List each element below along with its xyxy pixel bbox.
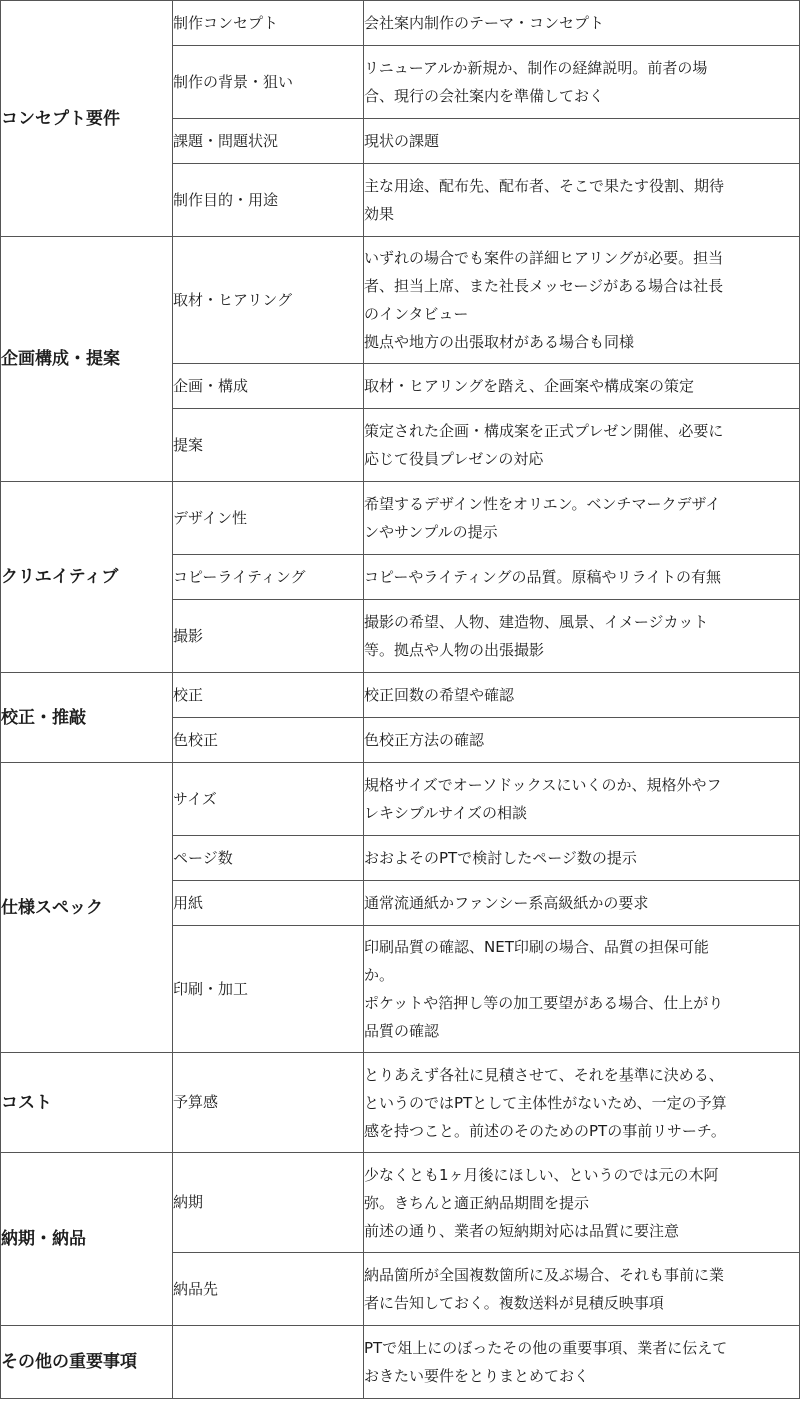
description-line: 等。拠点や人物の出張撮影 [364, 641, 545, 659]
description-cell [364, 926, 800, 1053]
category-cell: その他の重要事項 [1, 1326, 173, 1399]
description-line: PTで俎上にのぼったその他の重要事項、業者に伝えて [364, 1339, 728, 1357]
description-line: おおよそのPTで検討したページ数の提示 [364, 849, 637, 867]
description-line: 感を持つこと。前述のそのためのPTの事前リサーチ。 [364, 1121, 726, 1140]
description-line: いずれの場合でも案件の詳細ヒアリングが必要。担当 [364, 249, 724, 267]
description-cell [364, 409, 800, 482]
description-line: 校正回数の希望や確認 [364, 686, 515, 704]
description-cell [364, 673, 800, 718]
description-line: 応じて役員プレゼンの対応 [364, 450, 544, 468]
description-line: 会社案内制作のテーマ・コンセプト [364, 14, 605, 32]
table-row [1, 1153, 800, 1253]
item-cell: 課題・問題状況 [173, 119, 364, 164]
description-cell [364, 482, 800, 555]
description-line: 者に告知しておく。複数送料が見積反映事項 [364, 1294, 664, 1312]
item-cell: 撮影 [173, 600, 364, 673]
description-line: 策定された企画・構成案を正式プレゼン開催、必要に [364, 422, 724, 440]
requirements-table-body [1, 1, 800, 1399]
item-cell: 提案 [173, 409, 364, 482]
item-cell: ページ数 [173, 836, 364, 881]
description-cell [364, 364, 800, 409]
category-cell: 企画構成・提案 [1, 237, 173, 482]
description-cell [364, 718, 800, 763]
item-cell [173, 1326, 364, 1399]
description-cell [364, 46, 800, 119]
description-line: 主な用途、配布先、配布者、そこで果たす役割、期待 [364, 177, 725, 195]
description-line: 色校正方法の確認 [364, 731, 485, 749]
description-line: 撮影の希望、人物、建造物、風景、イメージカット [364, 613, 709, 631]
description-cell [364, 1, 800, 46]
item-cell: 印刷・加工 [173, 926, 364, 1053]
description-line: おきたい要件をとりまとめておく [364, 1367, 590, 1385]
description-line: 者、担当上席、また社長メッセージがある場合は社長 [364, 277, 724, 295]
description-line: 納品箇所が全国複数箇所に及ぶ場合、それも事前に業 [364, 1266, 725, 1284]
description-cell [364, 600, 800, 673]
item-cell: サイズ [173, 763, 364, 836]
table-row [1, 482, 800, 555]
description-line: ンやサンプルの提示 [364, 523, 498, 541]
description-line: 現状の課題 [364, 132, 440, 150]
item-cell: 取材・ヒアリング [173, 237, 364, 364]
category-cell: コンセプト要件 [1, 1, 173, 237]
description-cell [364, 1153, 800, 1253]
description-line: 通常流通紙かファンシー系高級紙かの要求 [364, 894, 649, 912]
description-line: のインタビュー [364, 305, 469, 323]
description-line: 品質の確認 [364, 1022, 440, 1040]
item-cell: デザイン性 [173, 482, 364, 555]
description-line: か。 [364, 966, 395, 984]
table-row [1, 673, 800, 718]
item-cell: 予算感 [173, 1053, 364, 1153]
description-line: 効果 [364, 205, 395, 223]
item-cell: 制作目的・用途 [173, 164, 364, 237]
description-line: レキシブルサイズの相談 [364, 804, 528, 822]
description-line: 希望するデザイン性をオリエン。ベンチマークデザイ [364, 495, 721, 513]
item-cell: 色校正 [173, 718, 364, 763]
description-line: 取材・ヒアリングを踏え、企画案や構成案の策定 [364, 377, 695, 395]
description-cell [364, 763, 800, 836]
table-row [1, 237, 800, 364]
item-cell: 納品先 [173, 1253, 364, 1326]
description-cell [364, 836, 800, 881]
item-cell: 用紙 [173, 881, 364, 926]
description-line: ポケットや箔押し等の加工要望がある場合、仕上がり [364, 994, 724, 1012]
category-cell: コスト [1, 1053, 173, 1153]
description-line: 弥。きちんと適正納品期間を提示 [364, 1193, 590, 1212]
table-row [1, 1, 800, 46]
item-cell: 制作の背景・狙い [173, 46, 364, 119]
description-cell [364, 164, 800, 237]
table-row [1, 1326, 800, 1399]
description-line: 前述の通り、業者の短納期対応は品質に要注意 [364, 1221, 680, 1240]
category-cell: 校正・推敲 [1, 673, 173, 763]
category-cell: クリエイティブ [1, 482, 173, 673]
item-cell: 納期 [173, 1153, 364, 1253]
item-cell: 制作コンセプト [173, 1, 364, 46]
category-cell: 仕様スペック [1, 763, 173, 1053]
table-row [1, 1053, 800, 1153]
description-line: 合、現行の会社案内を準備しておく [364, 87, 605, 105]
item-cell: 企画・構成 [173, 364, 364, 409]
description-cell [364, 555, 800, 600]
category-cell: 納期・納品 [1, 1153, 173, 1326]
description-line: 規格サイズでオーソドックスにいくのか、規格外やフ [364, 776, 722, 794]
description-line: 少なくとも1ヶ月後にほしい、というのでは元の木阿 [364, 1165, 719, 1184]
description-line: 印刷品質の確認、NET印刷の場合、品質の担保可能 [364, 938, 709, 956]
description-cell [364, 119, 800, 164]
description-line: とりあえず各社に見積させて、それを基準に決める、 [364, 1065, 724, 1084]
description-line: リニューアルか新規か、制作の経緯説明。前者の場 [364, 59, 708, 77]
description-line: というのではPTとして主体性がないため、一定の予算 [364, 1093, 727, 1112]
description-cell [364, 1053, 800, 1153]
description-line: コピーやライティングの品質。原稿やリライトの有無 [364, 568, 722, 586]
item-cell: 校正 [173, 673, 364, 718]
description-line: 拠点や地方の出張取材がある場合も同様 [364, 333, 635, 351]
description-cell [364, 1326, 800, 1399]
description-cell [364, 237, 800, 364]
table-row [1, 763, 800, 836]
item-cell: コピーライティング [173, 555, 364, 600]
description-cell [364, 881, 800, 926]
description-cell [364, 1253, 800, 1326]
